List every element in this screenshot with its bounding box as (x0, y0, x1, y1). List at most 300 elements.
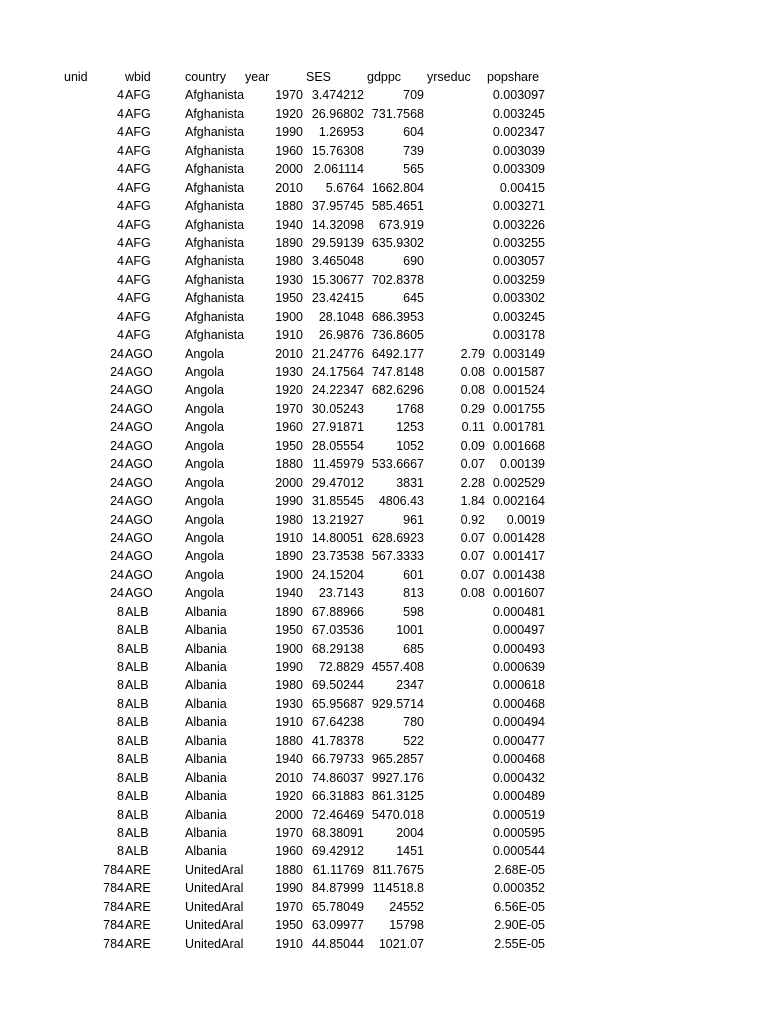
cell-ses[interactable]: 23.7143 (318, 586, 364, 601)
cell-gdppc[interactable]: 747.8148 (371, 365, 424, 379)
cell-country[interactable]: Afghanista (185, 106, 245, 121)
cell-year[interactable]: 1950 (275, 438, 303, 453)
cell-ses[interactable]: 65.78049 (311, 899, 364, 914)
cell-ses[interactable]: 69.42912 (311, 844, 364, 859)
cell-gdppc[interactable]: 522 (403, 733, 424, 748)
cell-popshare[interactable]: 0.000432 (492, 770, 545, 785)
cell-ses[interactable]: 1.26953 (318, 125, 364, 140)
cell-unid[interactable]: 8 (117, 604, 124, 619)
cell-ses[interactable]: 24.15204 (311, 567, 364, 582)
cell-gdppc[interactable]: 2347 (396, 678, 424, 693)
cell-gdppc[interactable]: 736.8605 (371, 328, 424, 343)
cell-ses[interactable]: 74.86037 (311, 770, 364, 785)
cell-country[interactable]: Afghanista (185, 254, 245, 269)
cell-popshare[interactable]: 6.56E-05 (494, 899, 545, 914)
cell-wbid[interactable]: AFG (125, 125, 151, 140)
header-gdppc[interactable]: gdppc (367, 70, 402, 84)
cell-country[interactable]: Albania (185, 623, 227, 638)
cell-wbid[interactable]: ARE (125, 899, 151, 914)
cell-country[interactable]: Afghanista (185, 180, 245, 195)
cell-gdppc[interactable]: 709 (403, 88, 424, 103)
cell-gdppc[interactable]: 690 (403, 254, 424, 269)
cell-wbid[interactable]: AGO (125, 475, 153, 490)
cell-gdppc[interactable]: 702.8378 (371, 272, 424, 287)
cell-unid[interactable]: 24 (110, 494, 124, 509)
cell-gdppc[interactable]: 533.6667 (371, 457, 424, 472)
cell-ses[interactable]: 26.96802 (311, 106, 364, 121)
cell-popshare[interactable]: 0.003259 (492, 272, 545, 287)
cell-gdppc[interactable]: 811.7675 (372, 862, 424, 877)
cell-popshare[interactable]: 0.001417 (492, 549, 545, 564)
cell-wbid[interactable]: ALB (125, 641, 149, 656)
cell-unid[interactable]: 4 (117, 88, 124, 103)
cell-popshare[interactable]: 0.001668 (492, 438, 545, 453)
cell-popshare[interactable]: 0.001587 (492, 365, 545, 379)
cell-gdppc[interactable]: 3831 (396, 475, 424, 490)
cell-ses[interactable]: 14.80051 (311, 530, 364, 545)
cell-gdppc[interactable]: 813 (403, 586, 424, 601)
cell-country[interactable]: Afghanista (185, 162, 245, 177)
cell-country[interactable]: Afghanista (185, 143, 245, 158)
cell-country[interactable]: UnitedAral (185, 881, 244, 896)
cell-yrseduc[interactable]: 0.07 (460, 530, 485, 545)
cell-year[interactable]: 1900 (275, 641, 303, 656)
cell-unid[interactable]: 784 (103, 862, 124, 877)
cell-popshare[interactable]: 0.001607 (492, 586, 545, 601)
cell-gdppc[interactable]: 965.2857 (371, 752, 424, 767)
cell-popshare[interactable]: 0.003149 (492, 346, 545, 361)
cell-wbid[interactable]: AGO (125, 346, 153, 361)
cell-year[interactable]: 1960 (275, 143, 303, 158)
cell-year[interactable]: 2000 (275, 162, 303, 177)
cell-year[interactable]: 1980 (275, 678, 303, 693)
cell-wbid[interactable]: AGO (125, 401, 153, 416)
cell-year[interactable]: 2010 (275, 346, 303, 361)
cell-year[interactable]: 2010 (275, 770, 303, 785)
cell-unid[interactable]: 24 (110, 549, 124, 564)
cell-ses[interactable]: 11.45979 (312, 457, 364, 472)
cell-wbid[interactable]: AGO (125, 512, 153, 527)
cell-country[interactable]: Angola (185, 438, 224, 453)
cell-yrseduc[interactable]: 0.08 (460, 586, 485, 601)
cell-gdppc[interactable]: 5470.018 (371, 807, 424, 822)
cell-popshare[interactable]: 0.00139 (499, 457, 545, 472)
cell-year[interactable]: 1980 (275, 254, 303, 269)
cell-ses[interactable]: 67.03536 (311, 623, 364, 638)
cell-ses[interactable]: 66.31883 (311, 789, 364, 804)
cell-popshare[interactable]: 0.000544 (492, 844, 545, 859)
cell-popshare[interactable]: 0.003178 (492, 328, 545, 343)
cell-unid[interactable]: 8 (117, 789, 124, 804)
cell-country[interactable]: Angola (185, 346, 224, 361)
cell-year[interactable]: 1990 (275, 881, 303, 896)
cell-country[interactable]: Albania (185, 696, 227, 711)
cell-unid[interactable]: 4 (117, 199, 124, 214)
cell-gdppc[interactable]: 685 (403, 641, 424, 656)
cell-year[interactable]: 1970 (275, 899, 303, 914)
cell-country[interactable]: UnitedAral (185, 862, 244, 877)
header-wbid[interactable]: wbid (125, 70, 151, 84)
cell-country[interactable]: Afghanista (185, 125, 245, 140)
cell-wbid[interactable]: ALB (125, 733, 149, 748)
cell-unid[interactable]: 784 (103, 936, 124, 951)
cell-gdppc[interactable]: 635.9302 (371, 235, 424, 250)
cell-year[interactable]: 1880 (275, 862, 303, 877)
cell-year[interactable]: 1960 (275, 844, 303, 859)
cell-year[interactable]: 1890 (275, 604, 303, 619)
cell-ses[interactable]: 63.09977 (311, 918, 364, 933)
cell-wbid[interactable]: AFG (125, 309, 151, 324)
cell-popshare[interactable]: 0.001755 (492, 401, 545, 416)
cell-unid[interactable]: 8 (117, 623, 124, 638)
cell-wbid[interactable]: AGO (125, 420, 153, 435)
cell-popshare[interactable]: 0.003245 (492, 106, 545, 121)
cell-ses[interactable]: 66.79733 (311, 752, 364, 767)
cell-wbid[interactable]: AGO (125, 530, 153, 545)
cell-country[interactable]: Angola (185, 365, 224, 379)
cell-wbid[interactable]: ALB (125, 770, 149, 785)
cell-popshare[interactable]: 0.000489 (492, 789, 545, 804)
cell-gdppc[interactable]: 4806.43 (378, 494, 424, 509)
cell-yrseduc[interactable]: 0.07 (460, 567, 485, 582)
cell-wbid[interactable]: AFG (125, 217, 151, 232)
cell-ses[interactable]: 72.46469 (311, 807, 364, 822)
cell-unid[interactable]: 4 (117, 106, 124, 121)
cell-country[interactable]: Angola (185, 475, 224, 490)
cell-ses[interactable]: 21.24776 (311, 346, 364, 361)
cell-popshare[interactable]: 0.000468 (492, 696, 545, 711)
cell-wbid[interactable]: AGO (125, 365, 153, 379)
cell-year[interactable]: 1920 (275, 789, 303, 804)
cell-ses[interactable]: 5.6764 (325, 180, 364, 195)
cell-popshare[interactable]: 0.000352 (492, 881, 545, 896)
cell-year[interactable]: 1910 (275, 936, 303, 951)
cell-year[interactable]: 1940 (275, 586, 303, 601)
cell-unid[interactable]: 784 (103, 899, 124, 914)
cell-country[interactable]: Albania (185, 825, 227, 840)
cell-country[interactable]: Angola (185, 383, 224, 398)
cell-ses[interactable]: 28.1048 (318, 309, 364, 324)
cell-popshare[interactable]: 0.000519 (492, 807, 545, 822)
cell-country[interactable]: Angola (185, 530, 224, 545)
cell-unid[interactable]: 8 (117, 770, 124, 785)
cell-ses[interactable]: 3.465048 (311, 254, 364, 269)
cell-year[interactable]: 2010 (275, 180, 303, 195)
cell-gdppc[interactable]: 961 (403, 512, 424, 527)
cell-unid[interactable]: 4 (117, 272, 124, 287)
cell-ses[interactable]: 28.05554 (311, 438, 364, 453)
cell-wbid[interactable]: ALB (125, 789, 149, 804)
cell-country[interactable]: Albania (185, 715, 227, 730)
cell-year[interactable]: 1930 (275, 696, 303, 711)
cell-ses[interactable]: 15.76308 (311, 143, 364, 158)
header-ses[interactable]: SES (306, 70, 332, 84)
cell-country[interactable]: Afghanista (185, 328, 245, 343)
cell-country[interactable]: Angola (185, 420, 224, 435)
cell-unid[interactable]: 24 (110, 401, 124, 416)
cell-unid[interactable]: 4 (117, 309, 124, 324)
cell-gdppc[interactable]: 861.3125 (371, 789, 424, 804)
cell-year[interactable]: 2000 (275, 807, 303, 822)
cell-ses[interactable]: 61.11769 (312, 862, 364, 877)
cell-yrseduc[interactable]: 0.11 (461, 420, 485, 435)
cell-yrseduc[interactable]: 0.09 (460, 438, 485, 453)
cell-popshare[interactable]: 0.003302 (492, 291, 545, 306)
cell-unid[interactable]: 4 (117, 254, 124, 269)
cell-year[interactable]: 1980 (275, 512, 303, 527)
cell-unid[interactable]: 24 (110, 383, 124, 398)
cell-year[interactable]: 1970 (275, 825, 303, 840)
cell-ses[interactable]: 24.22347 (311, 383, 364, 398)
cell-wbid[interactable]: AGO (125, 567, 153, 582)
cell-yrseduc[interactable]: 1.84 (460, 494, 485, 509)
cell-popshare[interactable]: 0.001524 (492, 383, 545, 398)
cell-gdppc[interactable]: 780 (403, 715, 424, 730)
cell-year[interactable]: 1890 (275, 549, 303, 564)
cell-gdppc[interactable]: 601 (403, 567, 424, 582)
cell-unid[interactable]: 8 (117, 678, 124, 693)
cell-popshare[interactable]: 0.000497 (492, 623, 545, 638)
cell-year[interactable]: 1890 (275, 235, 303, 250)
cell-wbid[interactable]: ALB (125, 623, 149, 638)
cell-year[interactable]: 1950 (275, 918, 303, 933)
header-popshare[interactable]: popshare (487, 70, 540, 84)
cell-unid[interactable]: 24 (110, 346, 124, 361)
cell-year[interactable]: 1880 (275, 199, 303, 214)
header-unid[interactable]: unid (64, 70, 88, 84)
cell-ses[interactable]: 15.30677 (311, 272, 364, 287)
cell-wbid[interactable]: AGO (125, 438, 153, 453)
cell-country[interactable]: Albania (185, 807, 227, 822)
cell-popshare[interactable]: 0.000468 (492, 752, 545, 767)
cell-ses[interactable]: 69.50244 (311, 678, 364, 693)
cell-gdppc[interactable]: 9927.176 (371, 770, 424, 785)
cell-unid[interactable]: 24 (110, 530, 124, 545)
cell-unid[interactable]: 24 (110, 457, 124, 472)
cell-ses[interactable]: 14.32098 (311, 217, 364, 232)
cell-wbid[interactable]: AFG (125, 162, 151, 177)
cell-gdppc[interactable]: 2004 (396, 825, 424, 840)
cell-country[interactable]: Afghanista (185, 199, 245, 214)
cell-wbid[interactable]: ARE (125, 881, 151, 896)
cell-popshare[interactable]: 0.000493 (492, 641, 545, 656)
cell-country[interactable]: Angola (185, 401, 224, 416)
cell-yrseduc[interactable]: 0.08 (460, 383, 485, 398)
cell-wbid[interactable]: ARE (125, 936, 151, 951)
cell-country[interactable]: Angola (185, 512, 224, 527)
cell-yrseduc[interactable]: 0.07 (460, 549, 485, 564)
cell-gdppc[interactable]: 1253 (396, 420, 424, 435)
cell-unid[interactable]: 4 (117, 180, 124, 195)
cell-wbid[interactable]: AFG (125, 180, 151, 195)
cell-gdppc[interactable]: 731.7568 (371, 106, 424, 121)
cell-yrseduc[interactable]: 0.08 (460, 365, 485, 379)
cell-unid[interactable]: 8 (117, 733, 124, 748)
cell-country[interactable]: Angola (185, 494, 224, 509)
header-yrseduc[interactable]: yrseduc (427, 70, 471, 84)
cell-gdppc[interactable]: 598 (403, 604, 424, 619)
cell-gdppc[interactable]: 4557.408 (371, 660, 424, 674)
cell-gdppc[interactable]: 567.3333 (371, 549, 424, 564)
cell-gdppc[interactable]: 682.6296 (371, 383, 424, 398)
cell-country[interactable]: Afghanista (185, 272, 245, 287)
cell-gdppc[interactable]: 114518.8 (372, 881, 424, 896)
cell-unid[interactable]: 4 (117, 143, 124, 158)
cell-gdppc[interactable]: 1662.804 (371, 180, 424, 195)
cell-popshare[interactable]: 0.000595 (492, 825, 545, 840)
cell-wbid[interactable]: AFG (125, 106, 151, 121)
cell-country[interactable]: Albania (185, 678, 227, 693)
cell-unid[interactable]: 4 (117, 125, 124, 140)
cell-unid[interactable]: 8 (117, 696, 124, 711)
cell-wbid[interactable]: ARE (125, 918, 151, 933)
cell-ses[interactable]: 67.88966 (311, 604, 364, 619)
cell-ses[interactable]: 30.05243 (311, 401, 364, 416)
cell-wbid[interactable]: ALB (125, 715, 149, 730)
cell-year[interactable]: 1880 (275, 457, 303, 472)
cell-unid[interactable]: 784 (103, 881, 124, 896)
cell-popshare[interactable]: 0.000481 (492, 604, 545, 619)
cell-ses[interactable]: 68.29138 (311, 641, 364, 656)
cell-popshare[interactable]: 0.000494 (492, 715, 545, 730)
cell-wbid[interactable]: AGO (125, 383, 153, 398)
cell-gdppc[interactable]: 1021.07 (378, 936, 424, 951)
cell-country[interactable]: Afghanista (185, 309, 245, 324)
cell-unid[interactable]: 8 (117, 660, 124, 674)
cell-popshare[interactable]: 0.001438 (492, 567, 545, 582)
cell-wbid[interactable]: AGO (125, 494, 153, 509)
cell-year[interactable]: 1910 (275, 715, 303, 730)
cell-country[interactable]: Albania (185, 770, 227, 785)
cell-popshare[interactable]: 0.003097 (492, 88, 545, 103)
cell-wbid[interactable]: ALB (125, 678, 149, 693)
cell-popshare[interactable]: 0.000477 (492, 733, 545, 748)
cell-year[interactable]: 1950 (275, 291, 303, 306)
cell-ses[interactable]: 2.061114 (313, 162, 364, 177)
cell-gdppc[interactable]: 565 (403, 162, 424, 177)
cell-year[interactable]: 1910 (275, 328, 303, 343)
cell-yrseduc[interactable]: 0.07 (460, 457, 485, 472)
cell-ses[interactable]: 41.78378 (311, 733, 364, 748)
cell-year[interactable]: 1940 (275, 217, 303, 232)
cell-yrseduc[interactable]: 2.79 (460, 346, 485, 361)
cell-wbid[interactable]: AGO (125, 586, 153, 601)
cell-country[interactable]: Angola (185, 567, 224, 582)
cell-wbid[interactable]: ALB (125, 825, 149, 840)
cell-yrseduc[interactable]: 2.28 (460, 475, 485, 490)
cell-unid[interactable]: 24 (110, 420, 124, 435)
cell-popshare[interactable]: 2.68E-05 (494, 862, 545, 877)
cell-country[interactable]: UnitedAral (185, 899, 244, 914)
cell-unid[interactable]: 24 (110, 475, 124, 490)
cell-unid[interactable]: 8 (117, 752, 124, 767)
cell-popshare[interactable]: 0.000639 (492, 660, 545, 674)
cell-year[interactable]: 1900 (275, 567, 303, 582)
cell-popshare[interactable]: 0.001781 (492, 420, 545, 435)
cell-country[interactable]: UnitedAral (185, 936, 244, 951)
cell-wbid[interactable]: AFG (125, 88, 151, 103)
cell-gdppc[interactable]: 15798 (389, 918, 424, 933)
cell-popshare[interactable]: 0.003226 (492, 217, 545, 232)
cell-unid[interactable]: 24 (110, 567, 124, 582)
cell-ses[interactable]: 67.64238 (311, 715, 364, 730)
cell-wbid[interactable]: AFG (125, 254, 151, 269)
cell-wbid[interactable]: ALB (125, 604, 149, 619)
cell-unid[interactable]: 24 (110, 365, 124, 379)
cell-gdppc[interactable]: 929.5714 (371, 696, 424, 711)
cell-gdppc[interactable]: 1768 (396, 401, 424, 416)
cell-yrseduc[interactable]: 0.29 (460, 401, 485, 416)
cell-country[interactable]: Angola (185, 549, 224, 564)
cell-gdppc[interactable]: 1001 (396, 623, 424, 638)
cell-unid[interactable]: 8 (117, 641, 124, 656)
cell-unid[interactable]: 4 (117, 217, 124, 232)
cell-yrseduc[interactable]: 0.92 (460, 512, 485, 527)
cell-wbid[interactable]: ALB (125, 844, 149, 859)
cell-country[interactable]: Angola (185, 457, 224, 472)
cell-country[interactable]: Afghanista (185, 235, 245, 250)
cell-wbid[interactable]: ALB (125, 660, 149, 674)
cell-year[interactable]: 1920 (275, 106, 303, 121)
cell-gdppc[interactable]: 628.6923 (371, 530, 424, 545)
cell-gdppc[interactable]: 24552 (389, 899, 424, 914)
cell-wbid[interactable]: AFG (125, 235, 151, 250)
cell-year[interactable]: 2000 (275, 475, 303, 490)
cell-gdppc[interactable]: 1451 (396, 844, 424, 859)
cell-ses[interactable]: 24.17564 (311, 365, 364, 379)
cell-popshare[interactable]: 0.00415 (499, 180, 545, 195)
cell-country[interactable]: Albania (185, 641, 227, 656)
cell-unid[interactable]: 24 (110, 586, 124, 601)
cell-gdppc[interactable]: 1052 (396, 438, 424, 453)
cell-year[interactable]: 1970 (275, 401, 303, 416)
cell-year[interactable]: 1940 (275, 752, 303, 767)
cell-ses[interactable]: 44.85044 (311, 936, 364, 951)
cell-unid[interactable]: 8 (117, 844, 124, 859)
cell-wbid[interactable]: AFG (125, 291, 151, 306)
cell-gdppc[interactable]: 686.3953 (371, 309, 424, 324)
cell-year[interactable]: 1960 (275, 420, 303, 435)
cell-gdppc[interactable]: 6492.177 (371, 346, 424, 361)
header-year[interactable]: year (245, 70, 270, 84)
cell-year[interactable]: 1900 (275, 309, 303, 324)
cell-ses[interactable]: 31.85545 (311, 494, 364, 509)
cell-year[interactable]: 1950 (275, 623, 303, 638)
cell-popshare[interactable]: 2.90E-05 (494, 918, 545, 933)
cell-popshare[interactable]: 0.003309 (492, 162, 545, 177)
cell-unid[interactable]: 8 (117, 807, 124, 822)
cell-country[interactable]: Albania (185, 604, 227, 619)
cell-ses[interactable]: 26.9876 (318, 328, 364, 343)
cell-popshare[interactable]: 0.000618 (492, 678, 545, 693)
cell-wbid[interactable]: AFG (125, 199, 151, 214)
cell-country[interactable]: Albania (185, 733, 227, 748)
cell-gdppc[interactable]: 604 (403, 125, 424, 140)
cell-wbid[interactable]: ALB (125, 752, 149, 767)
cell-year[interactable]: 1880 (275, 733, 303, 748)
cell-popshare[interactable]: 0.002164 (492, 494, 545, 509)
cell-unid[interactable]: 784 (103, 918, 124, 933)
cell-country[interactable]: Afghanista (185, 217, 245, 232)
cell-country[interactable]: UnitedAral (185, 918, 244, 933)
cell-year[interactable]: 1930 (275, 365, 303, 379)
cell-country[interactable]: Angola (185, 586, 224, 601)
cell-year[interactable]: 1920 (275, 383, 303, 398)
cell-popshare[interactable]: 0.003255 (492, 235, 545, 250)
cell-wbid[interactable]: ALB (125, 696, 149, 711)
cell-unid[interactable]: 4 (117, 328, 124, 343)
cell-ses[interactable]: 23.73538 (311, 549, 364, 564)
